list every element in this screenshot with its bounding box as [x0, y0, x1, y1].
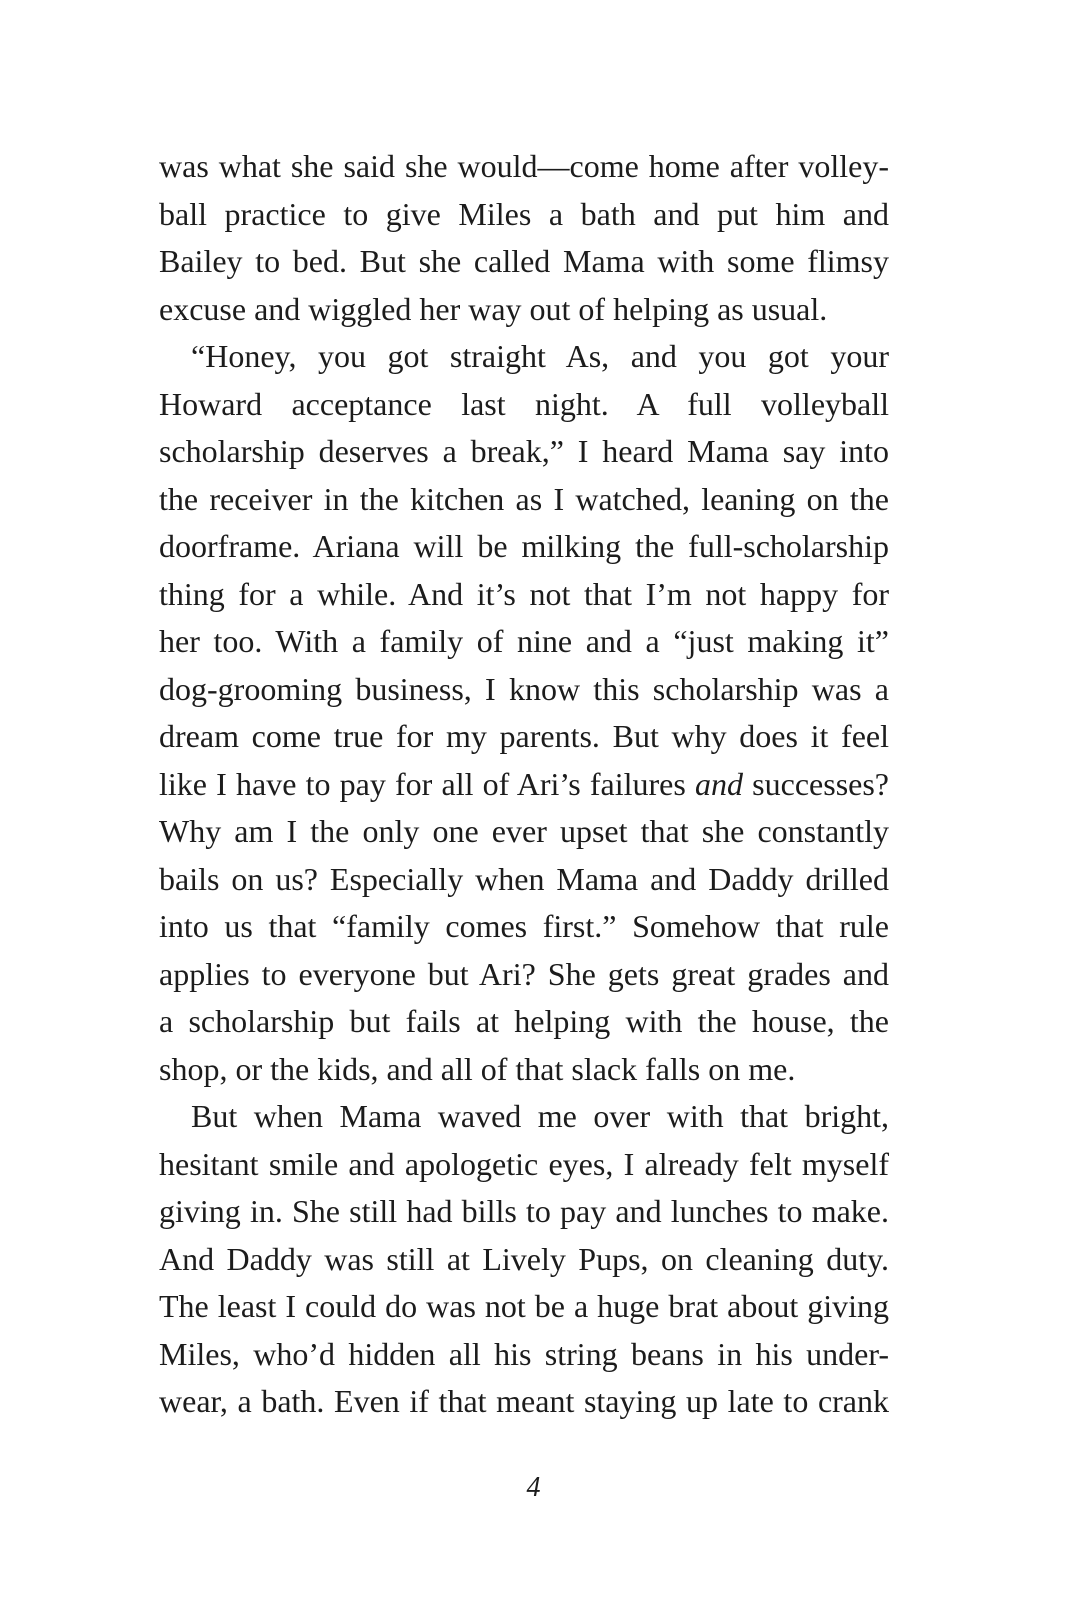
text-line	[159, 333, 889, 381]
text-segment: Howard acceptance last night. A full volleyball	[159, 385, 889, 422]
text-line	[159, 1283, 889, 1331]
text-segment: ball practice to give Miles a bath and put him and	[159, 195, 889, 232]
text-segment: into us that “family comes first.” Somehow that rule	[159, 908, 889, 944]
text-segment: giving in. She still had bills to pay and lunches to make.	[159, 1193, 889, 1229]
text-line	[159, 381, 889, 429]
text-line	[159, 713, 889, 761]
text-line	[159, 1378, 889, 1426]
body-text	[159, 143, 889, 1426]
text-segment: her too. With a family of nine and a “just making it”	[159, 623, 889, 659]
text-line	[159, 998, 889, 1046]
text-line	[159, 856, 889, 904]
text-line	[159, 523, 889, 571]
text-line	[159, 1236, 889, 1284]
text-segment: The least I could do was not be a huge brat about giving	[159, 1288, 889, 1324]
text-line	[159, 428, 889, 476]
text-segment: applies to everyone but Ari? She gets great grades and	[159, 955, 889, 992]
text-line	[159, 951, 889, 999]
text-line	[159, 1046, 889, 1094]
text-segment: Why am I the only one ever upset that she constantly	[159, 813, 889, 849]
text-segment: wear, a bath. Even if that meant staying up late to crank	[159, 1383, 889, 1419]
text-segment: But when Mama waved me over with that bright,	[191, 1098, 889, 1134]
text-line	[159, 571, 889, 619]
text-segment: “Honey, you got straight As, and you got your	[191, 338, 889, 374]
text-segment: Miles, who’d hidden all his string beans in his under-	[159, 1335, 889, 1372]
text-segment: shop, or the kids, and all of that slack falls on me.	[159, 1050, 796, 1087]
text-line	[159, 666, 889, 714]
text-line	[159, 476, 889, 524]
italic-text: and	[695, 765, 743, 802]
text-segment: Bailey to bed. But she called Mama with some flimsy	[159, 243, 889, 279]
text-line	[159, 808, 889, 856]
text-line	[159, 286, 889, 334]
text-segment: bails on us? Especially when Mama and Daddy drilled	[159, 860, 889, 897]
text-segment: dog-grooming business, I know this scholarship was a	[159, 670, 889, 707]
text-segment: And Daddy was still at Lively Pups, on cleaning duty.	[159, 1240, 889, 1277]
text-line	[159, 1141, 889, 1189]
text-segment: a scholarship but fails at helping with the house, the	[159, 1003, 889, 1039]
text-segment: the receiver in the kitchen as I watched, leaning on the	[159, 480, 889, 517]
text-segment: successes?	[743, 765, 889, 802]
text-line	[159, 1093, 889, 1141]
text-segment: like I have to pay for all of Ari’s failures	[159, 765, 695, 802]
text-line	[159, 618, 889, 666]
text-line	[159, 1331, 889, 1379]
text-line	[159, 191, 889, 239]
text-segment: doorframe. Ariana will be milking the full-scholarship	[159, 528, 889, 564]
text-segment: thing for a while. And it’s not that I’m not happy for	[159, 575, 889, 612]
text-segment: dream come true for my parents. But why does it feel	[159, 718, 889, 754]
text-line	[159, 238, 889, 286]
text-line	[159, 761, 889, 809]
text-segment: hesitant smile and apologetic eyes, I already felt myself	[159, 1145, 889, 1182]
text-line	[159, 1188, 889, 1236]
text-segment: excuse and wiggled her way out of helping as usual.	[159, 290, 828, 327]
page-number: 4	[526, 1472, 541, 1503]
text-segment: was what she said she would—come home after volley-	[159, 148, 889, 184]
text-line	[159, 903, 889, 951]
text-line	[159, 143, 889, 191]
text-segment: scholarship deserves a break,” I heard Mama say into	[159, 433, 889, 469]
